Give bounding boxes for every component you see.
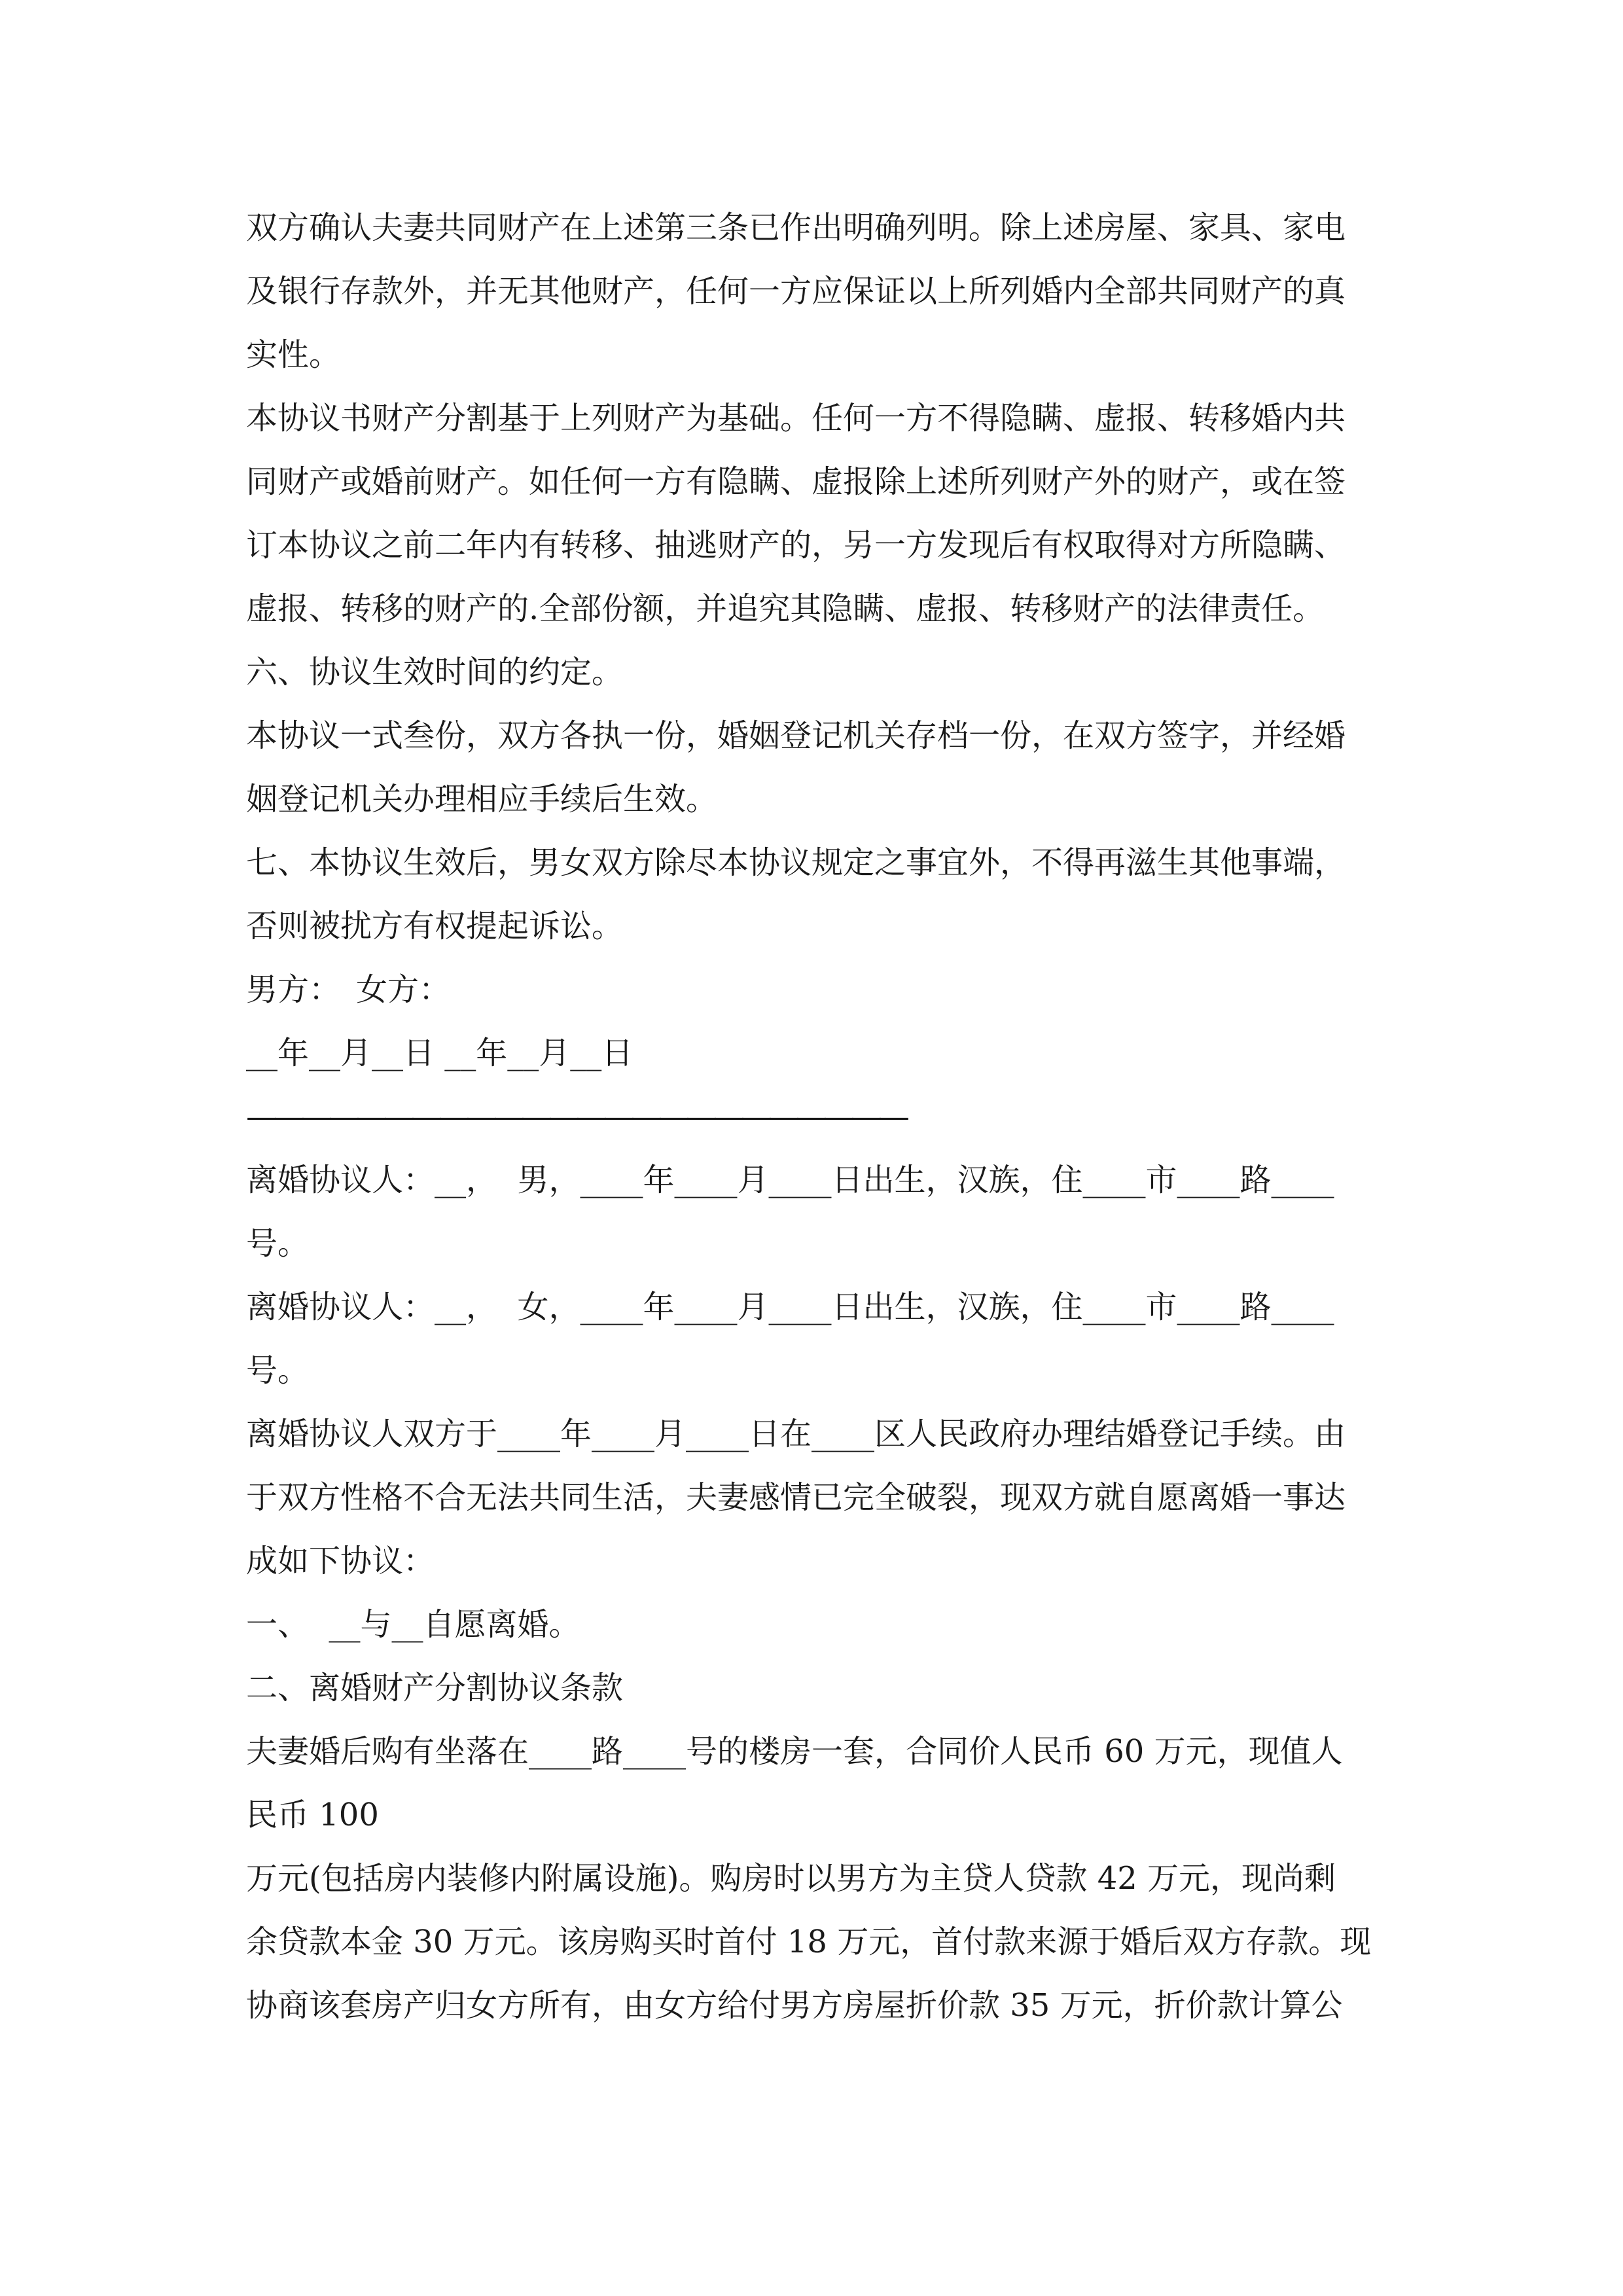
text-line: 夫妻婚后购有坐落在____路____号的楼房一套，合同价人民币 60 万元，现值人 [246, 1733, 1343, 1770]
text-line: 双方确认夫妻共同财产在上述第三条已作出明确列明。除上述房屋、家具、家电 [246, 209, 1346, 246]
text-line: 实性。 [246, 336, 341, 373]
text-line: 余贷款本金 30 万元。该房购买时首付 18 万元，首付款来源于婚后双方存款。现 [246, 1924, 1372, 1960]
text-line: 离婚协议人双方于____年____月____日在____区人民政府办理结婚登记手续。由 [246, 1416, 1346, 1452]
text-line: 及银行存款外，并无其他财产，任何一方应保证以上所列婚内全部共同财产的真 [246, 273, 1346, 310]
section-heading-2: 二、离婚财产分割协议条款 [246, 1670, 624, 1706]
section-heading-7: 七、本协议生效后，男女双方除尽本协议规定之事宜外，不得再滋生其他事端， [246, 844, 1346, 881]
text-line: 于双方性格不合无法共同生活，夫妻感情已完全破裂，现双方就自愿离婚一事达 [246, 1479, 1346, 1516]
text-line: 万元(包括房内装修内附属设施)。购房时以男方为主贷人贷款 42 万元，现尚剩 [246, 1860, 1336, 1897]
text-line: 本协议书财产分割基于上列财产为基础。任何一方不得隐瞒、虚报、转移婚内共 [246, 400, 1346, 437]
text-line: 订本协议之前二年内有转移、抽逃财产的，另一方发现后有权取得对方所隐瞒、 [246, 527, 1346, 564]
document-page [246, 196, 1385, 2037]
text-line: 同财产或婚前财产。如任何一方有隐瞒、虚报除上述所列财产外的财产，或在签 [246, 463, 1346, 500]
text-line: 本协议一式叁份，双方各执一份，婚姻登记机关存档一份，在双方签字，并经婚 [246, 717, 1346, 754]
section-heading-6: 六、协议生效时间的约定。 [246, 654, 624, 691]
signature-dates: __年__月__日 __年__月__日 [246, 1035, 633, 1071]
text-line: 否则被扰方有权提起诉讼。 [246, 908, 624, 944]
party-female-line: 离婚协议人：__， 女，____年____月____日出生，汉族，住____市____路____ [246, 1289, 1334, 1325]
text-line: 号。 [246, 1352, 310, 1389]
text-line: 协商该套房产归女方所有，由女方给付男方房屋折价款 35 万元，折价款计算公 [246, 1987, 1343, 2024]
signature-labels: 男方： 女方： [246, 971, 451, 1008]
text-line: 姻登记机关办理相应手续后生效。 [246, 781, 718, 817]
text-line: 民币 100 [246, 1797, 379, 1833]
text-line: 虚报、转移的财产的.全部份额，并追究其隐瞒、虚报、转移财产的法律责任。 [246, 590, 1325, 627]
party-male-line: 离婚协议人：__， 男，____年____月____日出生，汉族，住____市____路____ [246, 1162, 1334, 1198]
text-line: 号。 [246, 1225, 310, 1262]
separator-rule: ———————————————————————— [246, 1098, 906, 1135]
text-line: 成如下协议： [246, 1543, 435, 1579]
clause-1: 一、 __与__自愿离婚。 [246, 1606, 580, 1643]
